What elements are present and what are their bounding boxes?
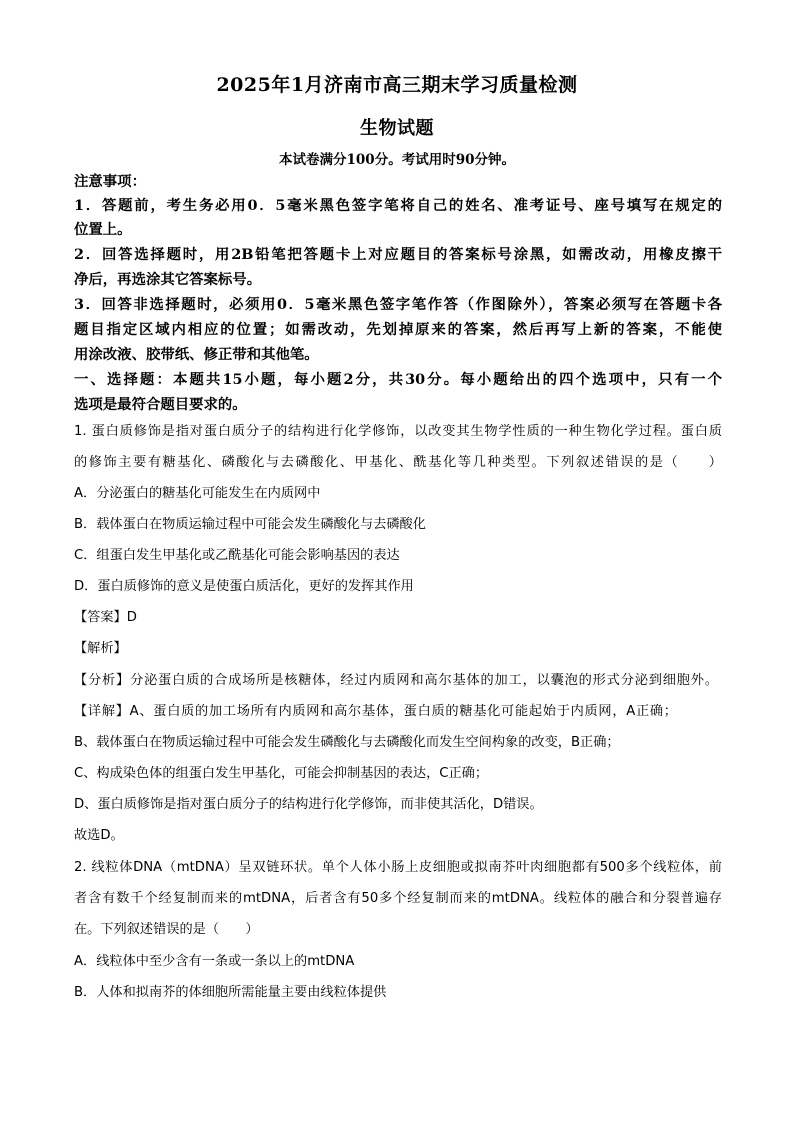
q1-detail-d: D、蛋白质修饰是指对蛋白质分子的结构进行化学修饰，而非使其活化，D错误。 [74, 797, 543, 812]
notice-item-2-cont: 净后，再选涂其它答案标号。 [74, 271, 262, 288]
q1-option-c: C．组蛋白发生甲基化或乙酰基化可能会影响基因的表达 [74, 548, 400, 563]
notice-item-2: 2．回答选择题时，用2B铅笔把答题卡上对应题目的答案标号涂黑，如需改动，用橡皮擦干 [74, 246, 722, 263]
q1-detail-a: 【详解】A、蛋白质的加工场所有内质网和高尔基体，蛋白质的糖基化可能起始于内质网，A正确； [74, 704, 677, 719]
notice-item-3: 3．回答非选择题时，必须用0．5毫米黑色签字笔作答（作图除外），答案必须写在答题卡各 [74, 296, 722, 313]
q1-stem-cont: 的修饰主要有糖基化、磷酸化与去磷酸化、甲基化、酰基化等几种类型。下列叙述错误的是（ ） [74, 455, 722, 470]
q1-option-b: B．载体蛋白在物质运输过程中可能会发生磷酸化与去磷酸化 [74, 517, 426, 532]
q1-option-d: D．蛋白质修饰的意义是使蛋白质活化，更好的发挥其作用 [74, 579, 414, 594]
q1-analysis: 【分析】分泌蛋白质的合成场所是核糖体，经过内质网和高尔基体的加工，以囊泡的形式分泌到细胞外。 [74, 673, 718, 688]
notice-item-1: 1．答题前，考生务必用0．5毫米黑色签字笔将自己的姓名、准考证号、座号填写在规定的 [74, 197, 722, 214]
q2-stem-cont2: 在。下列叙述错误的是（ ） [74, 922, 259, 937]
q1-stem: 1. 蛋白质修饰是指对蛋白质分子的结构进行化学修饰，以改变其生物学性质的一种生物化学过程。蛋白质 [74, 424, 722, 439]
q2-option-b: B．人体和拟南芥的体细胞所需能量主要由线粒体提供 [74, 985, 387, 1000]
subject-title: 生物试题 [360, 118, 434, 139]
q1-detail-b: B、载体蛋白在物质运输过程中可能会发生磷酸化与去磷酸化而发生空间构象的改变，B正确； [74, 735, 620, 750]
q2-stem-cont: 者含有数千个经复制而来的mtDNA，后者含有50多个经复制而来的mtDNA。线粒体的融合和分裂普遍存 [74, 891, 722, 906]
notice-heading: 注意事项： [74, 173, 146, 190]
q2-stem: 2. 线粒体DNA（mtDNA）呈双链环状。单个人体小肠上皮细胞或拟南芥叶肉细胞都有500多个线粒体，前 [74, 860, 722, 875]
notice-item-3-cont: 题目指定区域内相应的位置；如需改动，先划掉原来的答案，然后再写上新的答案，不能使 [74, 321, 722, 338]
q1-analysis-label: 【解析】 [74, 641, 127, 656]
section-heading: 一、选择题：本题共15小题，每小题2分，共30分。每小题给出的四个选项中，只有一个 [74, 371, 722, 388]
exam-info: 本试卷满分100分。考试用时90分钟。 [279, 152, 515, 168]
exam-title: 2025年1月济南市高三期末学习质量检测 [216, 74, 578, 96]
q1-answer: 【答案】D [74, 610, 137, 625]
q1-detail-c: C、构成染色体的组蛋白发生甲基化，可能会抑制基因的表达，C正确； [74, 766, 489, 781]
notice-item-1-cont: 位置上。 [74, 221, 132, 238]
q1-conclusion: 故选D。 [74, 828, 124, 843]
q2-option-a: A．线粒体中至少含有一条或一条以上的mtDNA [74, 954, 355, 969]
notice-item-3-cont2: 用涂改液、胶带纸、修正带和其他笔。 [74, 346, 319, 363]
q1-option-a: A．分泌蛋白的糖基化可能发生在内质网中 [74, 486, 321, 501]
section-heading-cont: 选项是最符合题目要求的。 [74, 396, 247, 413]
